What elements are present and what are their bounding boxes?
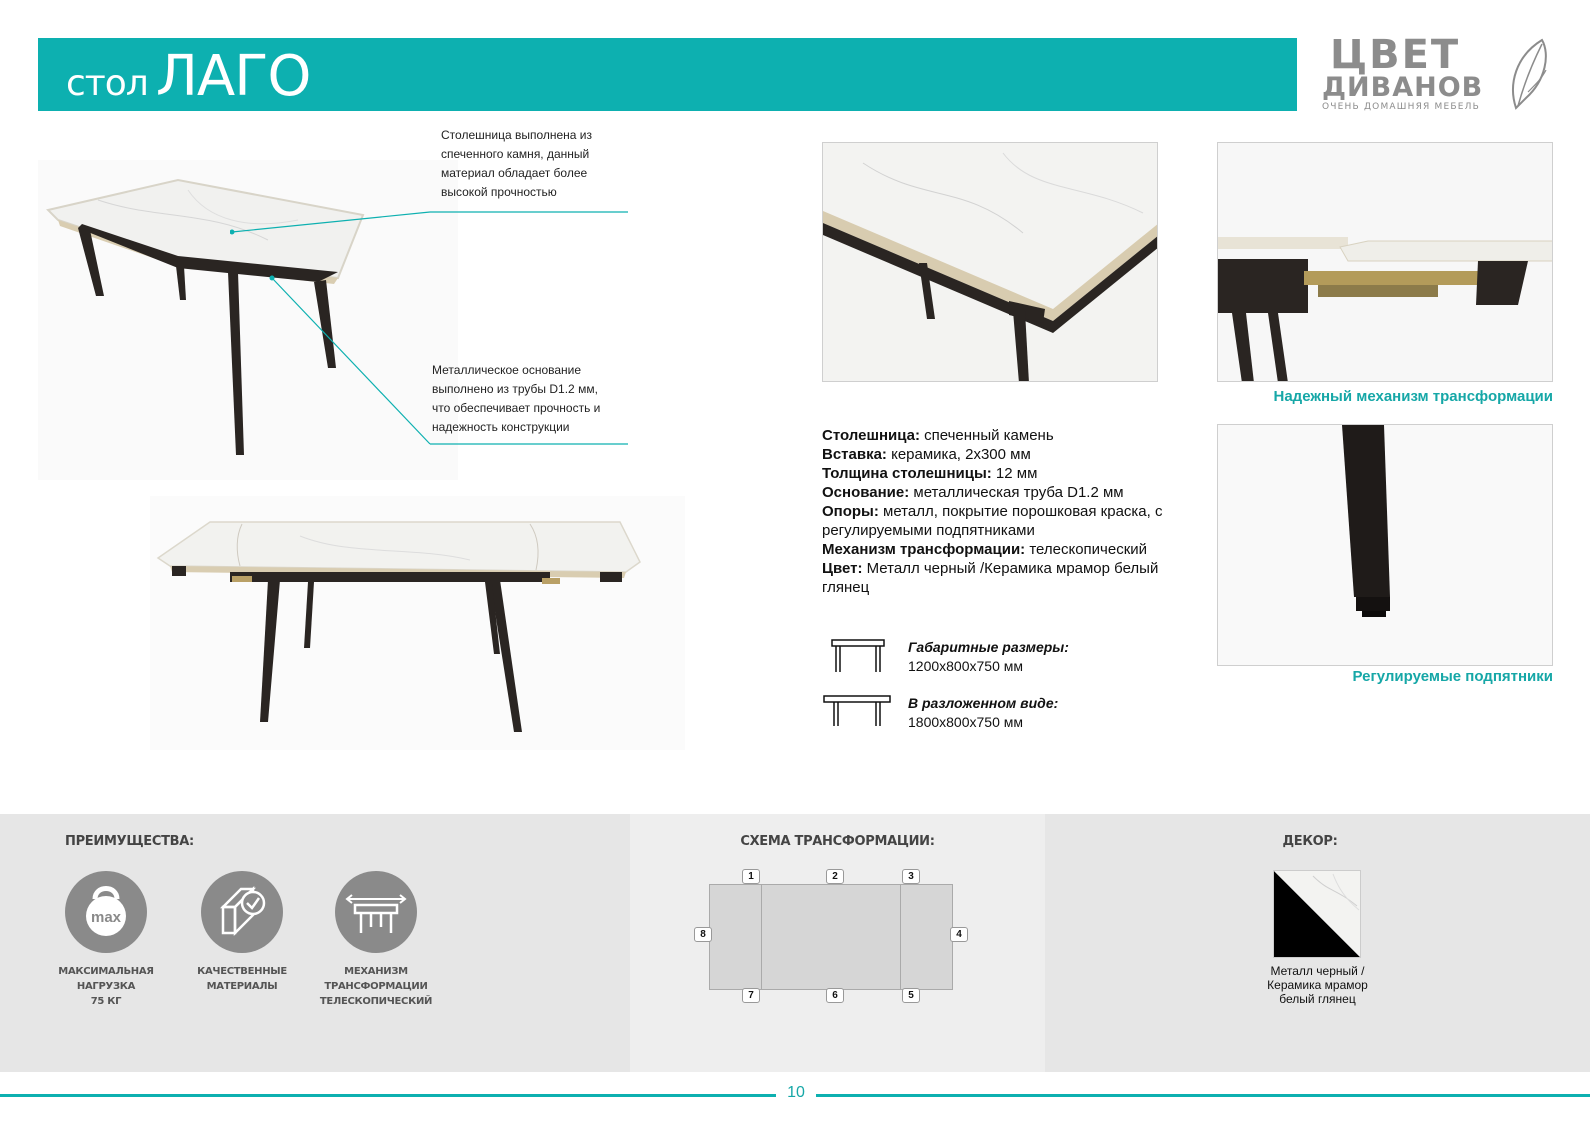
spec-tabletop: Столешница: спеченный камень <box>822 427 1054 444</box>
decor-label: Металл черный / Керамика мрамор белый глянец <box>1267 964 1368 1006</box>
advantage-load <box>65 871 147 953</box>
advantage-materials <box>201 871 283 953</box>
brand-logo <box>1318 30 1558 120</box>
logo-line2: ДИВАНОВ <box>1322 72 1484 103</box>
decor-swatch <box>1273 870 1361 958</box>
callout-tabletop: Столешница выполнена из спеченного камня, данный материал обладает более высокой прочностью <box>441 128 593 199</box>
feet-photo <box>1217 424 1553 666</box>
advantages-title: ПРЕИМУЩЕСТВА: <box>65 834 194 849</box>
mechanism-image <box>1218 143 1553 382</box>
mechanism-caption: Надежный механизм трансформации <box>1273 388 1553 405</box>
spec-legs: Опоры: металл, покрытие порошковая краска, с регулируемыми подпятниками <box>822 503 1163 539</box>
feet-caption: Регулируемые подпятники <box>1352 668 1553 685</box>
extended-dimensions: В разложенном виде: 1800х800х750 мм <box>908 695 1059 730</box>
scheme-marker-5: 5 <box>902 988 920 1003</box>
tabletop-corner-photo <box>822 142 1158 382</box>
kettlebell-max-text: max <box>90 909 122 926</box>
scheme-marker-8: 8 <box>694 927 712 942</box>
scheme-marker-6: 6 <box>826 988 844 1003</box>
overall-dimensions: Габаритные размеры: 1200х800х750 мм <box>908 639 1069 674</box>
advantage-mechanism-label: МЕХАНИЗМ ТРАНСФОРМАЦИИ ТЕЛЕСКОПИЧЕСКИЙ <box>319 966 433 1007</box>
scheme-divider-left <box>761 885 762 989</box>
spec-color: Цвет: Металл черный /Керамика мрамор белый глянец <box>822 560 1159 596</box>
scheme-title: СХЕМА ТРАНСФОРМАЦИИ: <box>740 834 935 849</box>
spec-base: Основание: металлическая труба D1.2 мм <box>822 484 1124 501</box>
page-number: 10 <box>787 1084 805 1101</box>
logo-line1: ЦВЕТ <box>1330 32 1461 78</box>
spec-mechanism: Механизм трансформации: телескопический <box>822 541 1148 558</box>
scheme-marker-4: 4 <box>950 927 968 942</box>
title-product-name: ЛАГО <box>155 44 311 109</box>
table-collapsed-icon <box>830 636 888 676</box>
feather-leaf-icon <box>1506 34 1552 114</box>
logo-tagline: ОЧЕНЬ ДОМАШНЯЯ МЕБЕЛЬ <box>1322 102 1480 112</box>
scheme-marker-2: 2 <box>826 869 844 884</box>
scheme-marker-7: 7 <box>742 988 760 1003</box>
table-extended-photo <box>150 496 685 750</box>
footer-line-right <box>816 1094 1590 1097</box>
decor-title: ДЕКОР: <box>1282 834 1338 849</box>
footer-line-left <box>0 1094 776 1097</box>
callout-base: Металлическое основание выполнено из трубы D1.2 мм, что обеспечивает прочность и надежность конструкции <box>432 363 601 434</box>
scheme-marker-1: 1 <box>742 869 760 884</box>
title-prefix: стол <box>66 63 148 104</box>
mechanism-photo <box>1217 142 1553 382</box>
advantage-load-label: МАКСИМАЛЬНАЯ НАГРУЗКА 75 КГ <box>58 966 154 1007</box>
quality-materials-check-icon <box>201 871 283 953</box>
spec-thickness: Толщина столешницы: 12 мм <box>822 465 1038 482</box>
specifications-list <box>822 426 1202 597</box>
tabletop-corner-image <box>823 143 1158 382</box>
kettlebell-max-icon <box>65 871 147 953</box>
table-extended-icon <box>822 692 894 730</box>
advantage-materials-label: КАЧЕСТВЕННЫЕ МАТЕРИАЛЫ <box>197 966 287 992</box>
extending-table-icon <box>335 871 417 953</box>
page-title <box>66 44 310 109</box>
scheme-diagram <box>709 884 953 990</box>
advantage-mechanism <box>335 871 417 953</box>
scheme-marker-3: 3 <box>902 869 920 884</box>
scheme-divider-right <box>900 885 901 989</box>
feet-image <box>1218 425 1553 666</box>
spec-insert: Вставка: керамика, 2х300 мм <box>822 446 1031 463</box>
